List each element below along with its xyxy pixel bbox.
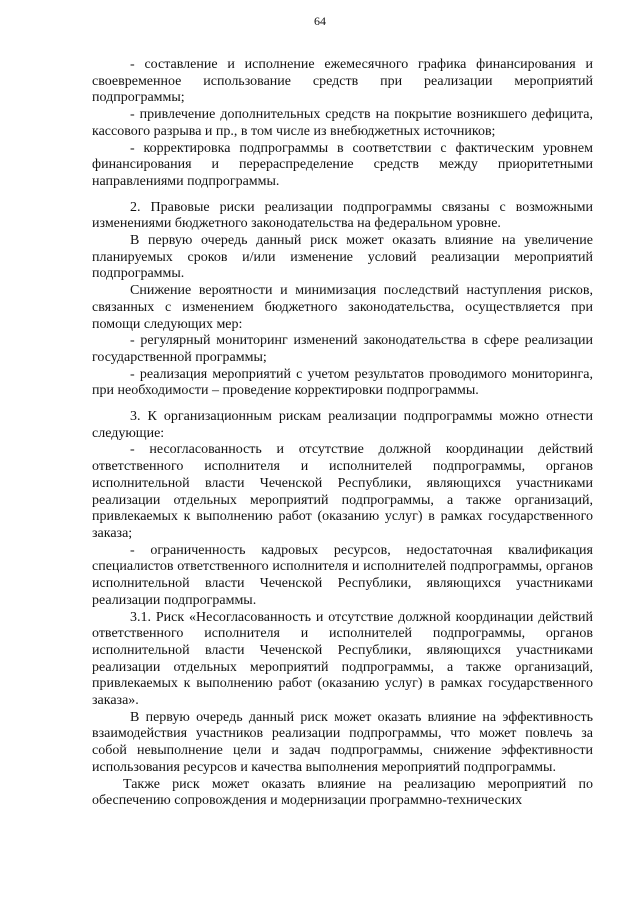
list-item-subprogram-adjustment: - корректировка подпрограммы в соответствии с фактическим уровнем финансирования и перераспределение средств между приоритетными направлениями подпрограммы. (92, 140, 593, 189)
list-item-staff-resources-risk: - ограниченность кадровых ресурсов, недостаточная квалификация специалистов ответственного исполнителя и исполнителей подпрограммы, органов исполнительной власти Чеченской Республики, являющихся участниками реализации подпрограммы. (92, 542, 593, 608)
paragraph-risk-3-1-impact: В первую очередь данный риск может оказать влияние на эффективность взаимодействия участников реализации подпрограммы, что может повлечь за собой невыполнение цели и задач подпрограммы, снижение эффективности использования ресурсов и качества выполнения мероприятий подпрограммы. (92, 709, 593, 775)
paragraph-risk-3-1-additional-impact: Также риск может оказать влияние на реализацию мероприятий по обеспечению сопровождения и модернизации программно-технических (92, 776, 593, 809)
list-item-additional-funds: - привлечение дополнительных средств на покрытие возникшего дефицита, кассового разрыва и пр., в том числе из внебюджетных источников; (92, 107, 593, 139)
list-item-financing-schedule: - составление и исполнение ежемесячного графика финансирования и своевременное использование средств при реализации мероприятий подпрограммы; (92, 57, 593, 106)
paragraph-organizational-risks: 3. К организационным рискам реализации подпрограммы можно отнести следующие: (92, 409, 593, 441)
paragraph-risk-3-1: 3.1. Риск «Несогласованность и отсутствие должной координации действий ответственного исполнителя и исполнителей подпрограммы, органов исполнительной власти Чеченской Республики, являющихся участниками реализации отдельных мероприятий подпрограммы, а также организаций, привлекаемых к выполнению работ (оказанию услуг) в рамках государственного заказа». (92, 609, 593, 709)
list-item-coordination-risk: - несогласованность и отсутствие должной координации действий ответственного исполнителя и исполнителей подпрограммы, органов исполнительной власти Чеченской Республики, являющихся участниками реализации отдельных мероприятий подпрограммы, а также организаций, привлекаемых к выполнению работ (оказанию услуг) в рамках государственного заказа; (92, 442, 593, 541)
paragraph-legal-risks: 2. Правовые риски реализации подпрограммы связаны с возможными изменениями бюджетного законодательства на федеральном уровне. (92, 199, 593, 232)
list-item-legislation-monitoring: - регулярный мониторинг изменений законодательства в сфере реализации государственной программы; (92, 333, 593, 365)
document-body (92, 57, 593, 810)
list-item-monitoring-adjustment: - реализация мероприятий с учетом результатов проводимого мониторинга, при необходимости – проведение корректировки подпрограммы. (92, 366, 593, 399)
page-number: 64 (314, 14, 326, 28)
paragraph-legal-risk-mitigation: Снижение вероятности и минимизация последствий наступления рисков, связанных с изменением бюджетного законодательства, осуществляется при помощи следующих мер: (92, 283, 593, 332)
paragraph-legal-risk-impact: В первую очередь данный риск может оказать влияние на увеличение планируемых сроков и/или изменение условий реализации мероприятий подпрограммы. (92, 233, 593, 282)
